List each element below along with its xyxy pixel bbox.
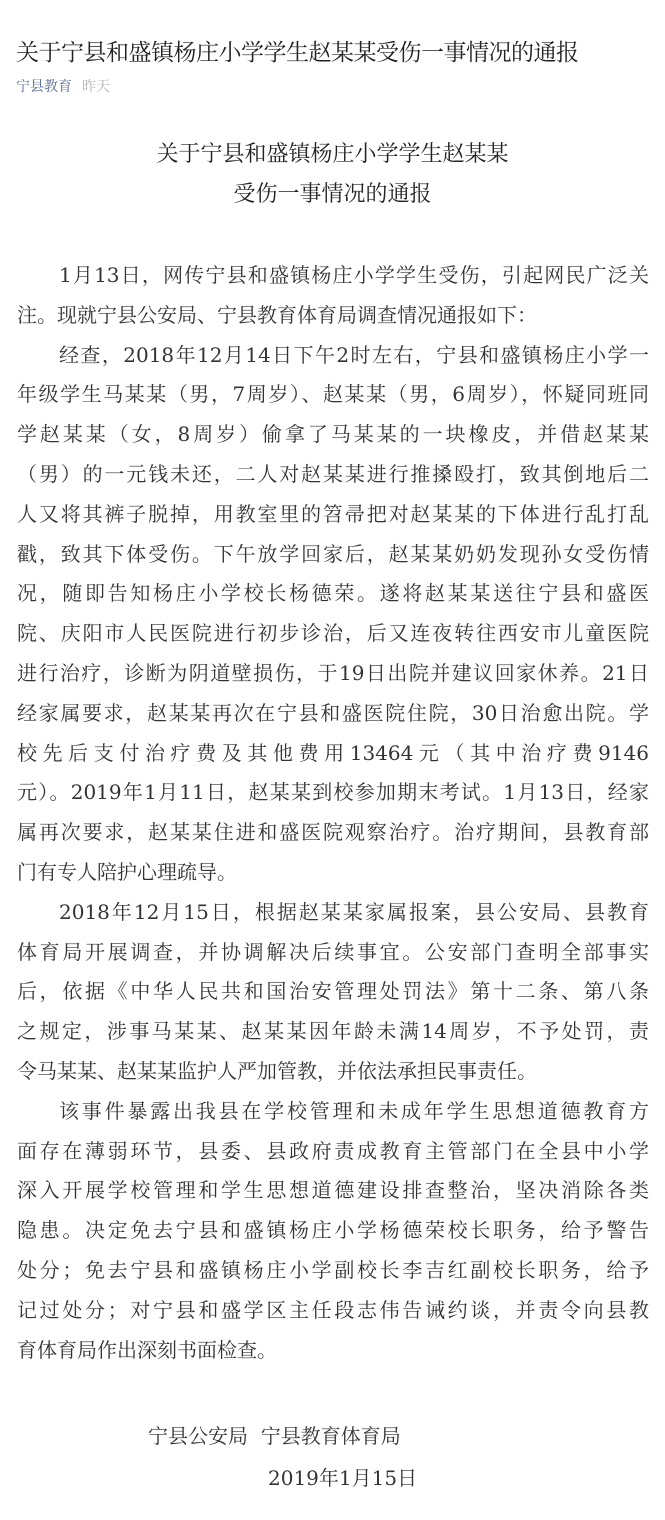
document-body <box>17 256 649 1370</box>
paragraph-line: 记过处分；对宁县和盛学区主任段志伟告诫约谈，并责令向县教 <box>17 1297 649 1322</box>
document-title-line-1: 关于宁县和盛镇杨庄小学学生赵某某 <box>156 142 509 167</box>
signature: 宁县公安局 宁县教育体育局 <box>148 1424 401 1448</box>
paragraph-line: 况，随即告知杨庄小学校长杨德荣。遂将赵某某送往宁县和盛医 <box>17 581 649 606</box>
paragraph-line: 处分；免去宁县和盛镇杨庄小学副校长李吉红副校长职务，给予 <box>17 1257 649 1282</box>
paragraph-line: 2018年12月15日，根据赵某某家属报案，县公安局、县教育 <box>59 899 649 924</box>
paragraph-line: 面存在薄弱环节，县委、县政府责成教育主管部门在全县中小学 <box>17 1138 649 1163</box>
paragraph-line: 注。现就宁县公安局、宁县教育体育局调查情况通报如下： <box>17 302 537 327</box>
paragraph-line: 年级学生马某某（男，7周岁）、赵某某（男，6周岁），怀疑同班同 <box>17 382 649 407</box>
paragraph-line: 1月13日，网传宁县和盛镇杨庄小学学生受伤，引起网民广泛关 <box>59 263 649 287</box>
paragraph-line: 经查，2018年12月14日下午2时左右，宁县和盛镇杨庄小学一 <box>59 342 649 367</box>
paragraph-line: 经家属要求，赵某某再次在宁县和盛医院住院，30日治愈出院。学 <box>17 700 649 725</box>
article-title: 关于宁县和盛镇杨庄小学学生赵某某受伤一事情况的通报 <box>16 40 579 66</box>
paragraph-line: 深入开展学校管理和学生思想道德建设排查整治，坚决消除各类 <box>17 1178 649 1203</box>
document-title-line-2: 受伤一事情况的通报 <box>233 182 432 207</box>
paragraph-line: 之规定，涉事马某某、赵某某因年龄未满14周岁，不予处罚，责 <box>17 1019 649 1044</box>
paragraph-line: 隐患。决定免去宁县和盛镇杨庄小学杨德荣校长职务，给予警告 <box>17 1218 649 1243</box>
account-name-link[interactable]: 宁县教育 <box>16 79 72 95</box>
paragraph-line: 属再次要求，赵某某住进和盛医院观察治疗。治疗期间，县教育部 <box>17 820 649 845</box>
paragraph-line: 进行治疗，诊断为阴道壁损伤，于19日出院并建议回家休养。21日 <box>17 660 649 685</box>
paragraph-line: 门有专人陪护心理疏导。 <box>17 859 237 884</box>
paragraph-line: 人又将其裤子脱掉，用教室里的笤帚把对赵某某的下体进行乱打乱 <box>17 501 649 526</box>
paragraph-line: 后，依据《中华人民共和国治安管理处罚法》第十二条、第八条 <box>17 979 649 1004</box>
paragraph-line: 令马某某、赵某某监护人严加管教，并依法承担民事责任。 <box>17 1058 537 1083</box>
paragraph-line: 体育局开展调查，并协调解决后续事宜。公安部门查明全部事实 <box>17 939 649 964</box>
paragraph-line: 该事件暴露出我县在学校管理和未成年学生思想道德教育方 <box>59 1098 649 1123</box>
paragraph-line: 校先后支付治疗费及其他费用13464元（其中治疗费9146 <box>17 740 649 765</box>
paragraph-line: 院、庆阳市人民医院进行初步诊治，后又连夜转往西安市儿童医院 <box>17 621 649 646</box>
document-date: 2019年1月15日 <box>268 1466 418 1490</box>
paragraph-line: （男）的一元钱未还，二人对赵某某进行推搡殴打，致其倒地后二 <box>17 461 649 486</box>
paragraph-line: 元）。2019年1月11日，赵某某到校参加期末考试。1月13日，经家 <box>17 780 649 805</box>
paragraph-line: 戳，致其下体受伤。下午放学回家后，赵某某奶奶发现孙女受伤情 <box>17 541 649 566</box>
paragraph-line: 育体育局作出深刻书面检查。 <box>17 1337 277 1362</box>
article-meta <box>16 76 110 96</box>
publish-time: 昨天 <box>82 79 110 95</box>
paragraph-line: 学赵某某（女，8周岁）偷拿了马某某的一块橡皮，并借赵某某 <box>17 422 649 447</box>
